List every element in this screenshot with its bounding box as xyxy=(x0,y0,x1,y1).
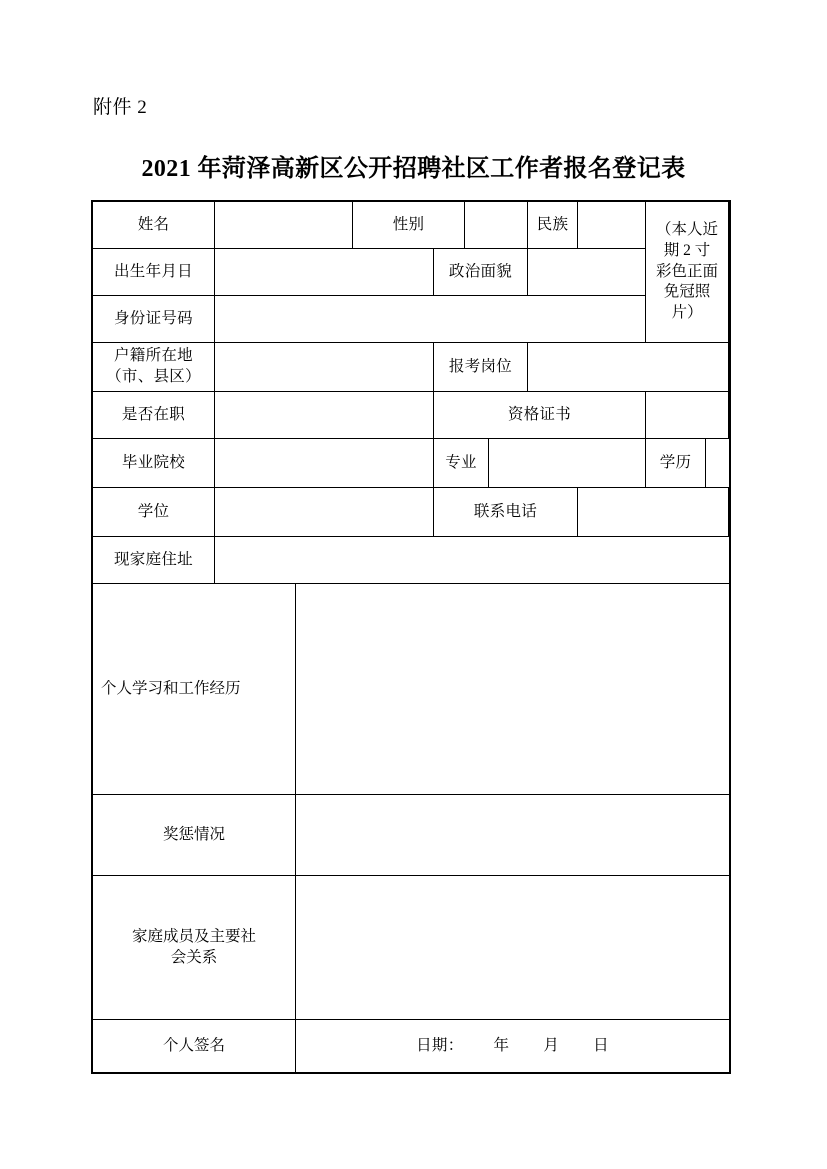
table-row-rewards-punishments xyxy=(93,795,730,876)
label-birth-date: 出生年月日 xyxy=(93,249,215,296)
label-family-relations-line-1: 家庭成员及主要社 xyxy=(131,927,256,945)
label-family-relations-line-2: 会关系 xyxy=(170,948,218,966)
table-row-name xyxy=(93,202,730,249)
registration-form-table xyxy=(92,201,730,1073)
label-ethnicity: 民族 xyxy=(528,202,578,249)
page-title: 2021 年菏泽高新区公开招聘社区工作者报名登记表 xyxy=(141,156,686,182)
field-study-and-work-experience[interactable] xyxy=(296,584,730,795)
label-degree: 学位 xyxy=(93,488,215,537)
label-applied-position: 报考岗位 xyxy=(434,343,528,392)
label-current-home-address: 现家庭住址 xyxy=(93,537,215,584)
field-current-home-address[interactable] xyxy=(215,537,730,584)
label-id-number: 身份证号码 xyxy=(93,296,215,343)
label-contact-phone: 联系电话 xyxy=(434,488,578,537)
label-household-location xyxy=(93,343,215,392)
field-id-number[interactable] xyxy=(215,296,706,343)
label-qualification-certificate: 资格证书 xyxy=(434,392,646,439)
field-rewards-and-punishments[interactable] xyxy=(296,795,730,876)
table-row-study-work-experience xyxy=(93,584,730,795)
label-personal-signature: 个人签名 xyxy=(93,1020,296,1073)
table-row-graduated-school xyxy=(93,439,730,488)
photo-note-line-3: 片） xyxy=(671,304,703,322)
label-political-status: 政治面貌 xyxy=(434,249,528,296)
field-contact-phone[interactable] xyxy=(578,488,729,537)
table-row-household-location xyxy=(93,343,730,392)
table-row-id-number xyxy=(93,296,730,343)
signature-date-cell[interactable] xyxy=(296,1020,730,1073)
attachment-label: 附件 2 xyxy=(93,97,148,118)
photo-note-line-2: 彩色正面免冠照 xyxy=(656,262,719,301)
label-graduated-school: 毕业院校 xyxy=(93,439,215,488)
label-family-members-and-relations xyxy=(93,876,296,1020)
field-qualification-certificate[interactable] xyxy=(646,392,729,439)
field-graduated-school[interactable] xyxy=(215,439,434,488)
label-household-location-line-1: 户籍所在地 xyxy=(113,347,193,365)
field-degree[interactable] xyxy=(215,488,434,537)
date-day-label: 日 xyxy=(593,1036,609,1054)
field-education[interactable] xyxy=(706,439,730,488)
label-currently-employed: 是否在职 xyxy=(93,392,215,439)
date-label: 日期： xyxy=(416,1036,464,1054)
label-major: 专业 xyxy=(434,439,489,488)
label-education: 学历 xyxy=(646,439,706,488)
photo-note-line-1: （本人近期 2 寸 xyxy=(656,220,719,259)
table-row-birth-date xyxy=(93,249,730,296)
field-name[interactable] xyxy=(215,202,353,249)
table-row-degree xyxy=(93,488,730,537)
table-row-home-address xyxy=(93,537,730,584)
label-rewards-and-punishments: 奖惩情况 xyxy=(93,795,296,876)
label-name: 姓名 xyxy=(93,202,215,249)
field-ethnicity[interactable] xyxy=(578,202,646,249)
field-gender[interactable] xyxy=(465,202,528,249)
table-row-signature xyxy=(93,1020,730,1073)
field-birth-date[interactable] xyxy=(215,249,434,296)
field-applied-position[interactable] xyxy=(528,343,729,392)
table-row-family-relations xyxy=(93,876,730,1020)
label-household-location-line-2: （市、县区） xyxy=(106,368,201,385)
field-household-location[interactable] xyxy=(215,343,434,392)
date-year-label: 年 xyxy=(493,1036,510,1054)
field-family-members-and-relations[interactable] xyxy=(296,876,730,1020)
date-month-label: 月 xyxy=(543,1036,560,1054)
label-gender: 性别 xyxy=(353,202,465,249)
field-currently-employed[interactable] xyxy=(215,392,434,439)
field-major[interactable] xyxy=(489,439,646,488)
table-row-currently-employed xyxy=(93,392,730,439)
label-study-and-work-experience: 个人学习和工作经历 xyxy=(93,584,296,795)
registration-form xyxy=(92,201,728,1073)
